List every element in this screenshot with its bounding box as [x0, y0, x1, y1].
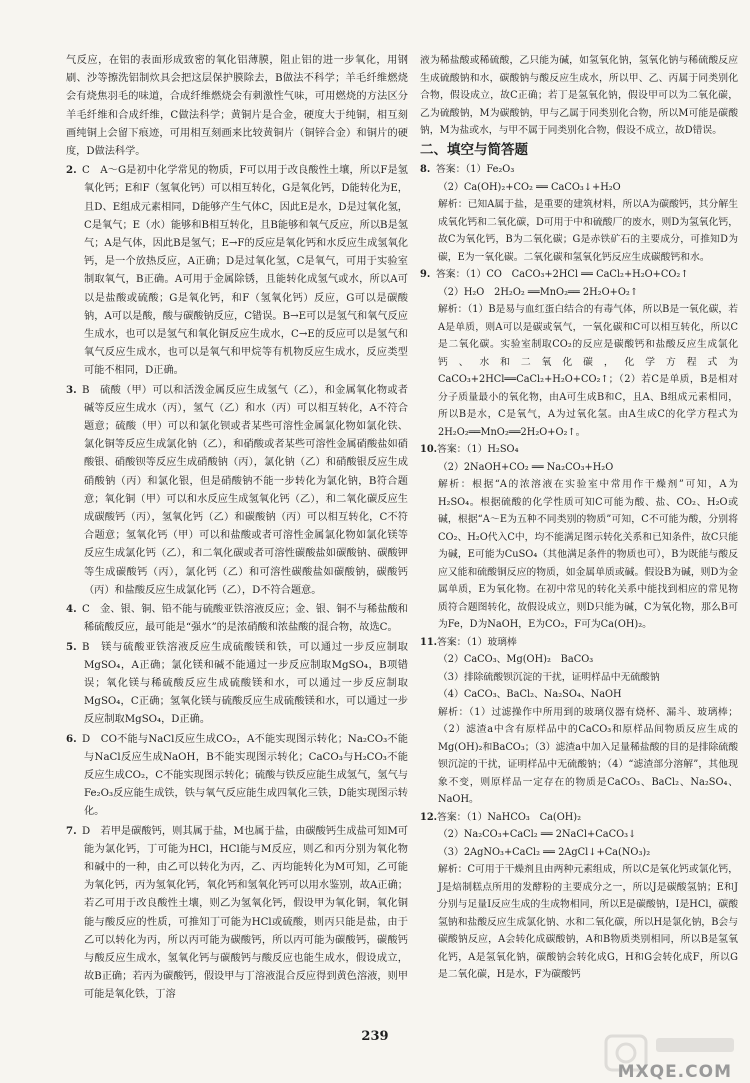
question-number: 7. [66, 824, 77, 837]
answer-line: （2）2NaOH+CO₂ ══ Na₂CO₃+H₂O [438, 461, 614, 473]
answer-line: （3）2AgNO₃+CaCl₂ ══ 2AgCl↓+Ca(NO₃)₂ [438, 846, 651, 858]
question-number: 6. [66, 732, 77, 745]
question-number: 10. [420, 444, 438, 455]
answer-line: （2）H₂O 2H₂O₂ ══MnO₂══ 2H₂O+O₂↑ [438, 286, 639, 298]
analysis-text: 解析：（1）过滤操作中所用到的玻璃仪器有烧杯、漏斗、玻璃棒；（2）滤渣a中含有原样品中的CaCO₃和原样品间物质反应生成的Mg(OH)₂和BaCO₃；（3）滤渣a中加入足量稀盐酸的目的是排除硫酸钡沉淀的干扰，证明样品中无硫酸钠；（4）“滤渣部分溶解”，其他现象不变，则原样品一定存在的物质是CaCO₃、BaCl₂、Na₂SO₄、NaOH。 [438, 706, 738, 805]
question-item [66, 822, 408, 1005]
answer-text: 答案：（1）玻璃棒 [437, 636, 517, 648]
answer-item [420, 809, 738, 984]
question-text: D CO不能与NaCl反应生成CO₂，A不能实现图示转化；Na₂CO₃不能与NaCl反应生成NaOH，B不能实现图示转化；CaCO₃与H₂CO₃不能反应生成CO₂，C不能实现图示转化；硫酸与铁反应能生成氢气，氢气与Fe₂O₃反应能生成铁，铁与氧气反应能生成四氧化三铁，D能实现图示转化。 [82, 733, 408, 818]
question-item [66, 638, 408, 730]
question-number: 5. [66, 640, 77, 653]
question-item [66, 381, 408, 600]
continued-analysis: 液为稀盐酸或稀硫酸，乙只能为碱，如氢氧化钠，氢氧化钠与稀硫酸反应生成硫酸钠和水，碳酸钠与酸反应生成水，所以甲、乙、丙属于同类别化合物，假设成立，故C正确；若丁是氢氧化钠，假设甲可以为二氧化碳，乙为硫酸钠，M为碳酸钠，甲与乙属于同类别化合物，所以M可能是碳酸钠，M为盐或水，与甲不属于同类别化合物，假设不成立，故D错误。 [420, 55, 738, 136]
question-number: 11. [420, 636, 438, 648]
question-text: D 若甲是碳酸钙，则其属于盐，M也属于盐，由碳酸钙生成盐可知M可能为氯化钙，丁可能为HCl，HCl能与M反应，则乙和丙分别为氧化物和碱中的一种，由乙可以转化为丙，乙、丙均能转化为M可知，乙可能为氧化钙，丙为氢氧化钙，氧化钙和氢氧化钙可以用水鉴别，故A正确；若乙可用于改良酸性土壤，则乙为氢氧化钙，假设甲为氧化铜，氧化铜能与酸反应的性质，可推知丁可能为HCl或硫酸，则丙只能是盐，由于乙可以转化为丙，所以丙可能为碳酸钙，所以丙可能为碳酸钙，碳酸钙与酸反应生成水，氢氧化钙与碳酸钙与酸反应也能生成水，假设成立，故B正确；若丙为碳酸钙，假设甲与丁溶液混合反应得到黄色溶液，则甲可能是氧化铁，丁溶 [82, 825, 408, 1001]
answer-line: （2）Na₂CO₃+CaCl₂ ══ 2NaCl+CaCO₃↓ [438, 829, 637, 840]
question-number: 12. [420, 811, 438, 823]
question-number: 3. [66, 383, 77, 396]
answer-line: （3）排除硫酸钡沉淀的干扰，证明样品中无硫酸钠 [438, 671, 660, 683]
question-number: 9. [420, 269, 431, 280]
analysis-text: 解析：根据“A的浓溶液在实验室中常用作干燥剂”可知，A为H₂SO₄。根据硫酸的化学性质可知C可能为酸、盐、CO₂、H₂O或碱，根据“A～E为五种不同类别的物质”可知，C不可能为酸，分别将CO₂、H₂O代入C中，均不能满足图示转化关系和已知条件，故C只能为碱，E可能为CuSO₄（其他满足条件的物质也可），B为既能与酸反应又能和硫酸铜反应的物质，如金属单质或碱。假设B为碱，则D为金属单质，E为氧化物。在初中常见的转化关系中能找到相应的常见物质符合题图转化，故假设成立，则D只能为碱，C为氧化物，那么B可为Fe，D为NaOH，E为CO₂，F可为Ca(OH)₂。 [438, 479, 738, 630]
answer-item [420, 161, 738, 266]
question-number: 4. [66, 603, 77, 616]
answer-heading [420, 161, 738, 179]
answer-text: 答案：（1）NaHCO₃ Ca(OH)₂ [437, 811, 582, 823]
analysis-text: 解析：（1）B是易与血红蛋白结合的有毒气体，所以B是一氧化碳，若A是单质，则A可以是碳或氧气，一氧化碳和C可以相互转化，所以C是二氧化碳。实验室制取CO₂的反应是碳酸钙和盐酸反应生成氯化钙、水和二氧化碳，化学方程式为CaCO₃+2HCl══CaCl₂+H₂O+CO₂↑；（2）若C是单质，B是相对分子质量最小的氧化物，由A可生成B和C，且A、B组成元素相同，所以B是水，C是氧气，A为过氧化氢。由A生成C的化学方程式为2H₂O₂══MnO₂══2H₂O+O₂↑。 [438, 304, 738, 438]
question-item [66, 730, 408, 822]
question-text: B 硫酸（甲）可以和活泼金属反应生成氢气（乙），和金属氧化物或者碱等反应生成水（丙），氢气（乙）和水（丙）可以相互转化，A不符合题意；硫酸（甲）可以和氯化钡或者某些可溶性金属氯化物如氯化铁、氯化铜等反应生成氯化钠（乙），和硝酸或者某些可溶性金属硝酸盐如硝酸银、硝酸钡等反应生成硝酸钠（丙），氯化钠（乙）和硝酸银反应生成硝酸钠（丙）和氯化银，但是硝酸钠不能一步转化为氯化钠，B符合题意；氧化铜（甲）可以和水反应生成氢氧化钙（乙），和二氧化碳反应生成碳酸钙（丙），氢氧化钙（乙）和碳酸钠（丙）可以相互转化，C不符合题意；氢氧化钙（甲）可以和盐酸或者可溶性金属氯化物如氯化镁等反应生成氯化钙（乙），和二氧化碳或者可溶性碳酸盐如碳酸钠、碳酸钾等生成碳酸钙（丙），氯化钙（乙）和可溶性碳酸盐如碳酸钠，碳酸钙（丙）和盐酸反应生成氯化钙（乙），D不符合题意。 [82, 384, 408, 596]
answer-item [420, 441, 738, 634]
question-number: 2. [66, 164, 77, 177]
right-column [420, 52, 738, 984]
question-text: B 镁与硫酸亚铁溶液反应生成硫酸镁和铁，可以通过一步反应制取MgSO₄，A正确；氯化镁和碱不能通过一步反应制取MgSO₄，B项错误；氧化镁与稀硫酸反应生成硫酸镁和水，可以通过一步反应制取MgSO₄，C正确；氢氧化镁与硫酸反应生成硫酸镁和水，可以通过一步反应制取MgSO₄，D正确。 [82, 641, 408, 726]
answer-heading [420, 809, 738, 827]
answer-text: 答案：（1）CO CaCO₃+2HCl ══ CaCl₂+H₂O+CO₂↑ [436, 269, 689, 280]
page-number: 239 [361, 1029, 389, 1044]
answer-item [420, 266, 738, 441]
answer-line: （2）Ca(OH)₂+CO₂ ══ CaCO₃↓+H₂O [438, 181, 621, 193]
answer-heading [420, 266, 738, 284]
question-number: 8. [420, 164, 431, 175]
answer-list [420, 161, 738, 984]
question-text: C 金、银、铜、铅不能与硫酸亚铁溶液反应；金、银、铜不与稀盐酸和稀硫酸反应，最可能是“强水”的是浓硝酸和浓盐酸的混合物，故选C。 [82, 604, 408, 634]
answer-line: （4）CaCO₃、BaCl₂、Na₂SO₄、NaOH [438, 689, 622, 700]
answer-line: （2）CaCO₃、Mg(OH)₂ BaCO₃ [438, 654, 594, 665]
analysis-text: 解析：C可用于干燥剂且由两种元素组成，所以C是氧化钙或氯化钙，J是焙制糕点所用的发酵粉的主要成分之一，所以J是碳酸氢钠；E和J分别与足量I反应生成的生成物相同，所以E是碳酸钠，I是HCl，碳酸氢钠和盐酸反应生成氯化钠、水和二氧化碳，所以H是氯化钠，B会与碳酸钠反应，A会转化成碳酸钠，A和B物质类别相同，所以B是氢氧化钙，A是氢氧化钠，碳酸钠会转化成G，H和G会转化成F，所以G是二氧化碳，H是水，F为碳酸钙 [438, 864, 738, 980]
answer-item [420, 634, 738, 809]
analysis-text: 解析：已知A属于盐，是重要的建筑材料，所以A为碳酸钙，其分解生成氧化钙和二氧化碳，D可用于中和硫酸厂的废水，则D为氢氧化钙，故C为氧化钙，B为二氧化碳；G是赤铁矿石的主要成分，可推知D为碳，E为一氧化碳。二氧化碳和氢氧化钙反应生成碳酸钙和水。 [438, 199, 738, 263]
section-title: 二、填空与简答题 [420, 141, 528, 158]
question-item [66, 161, 408, 380]
answer-heading [420, 634, 738, 652]
answer-text: 答案：（1）Fe₂O₃ [436, 164, 515, 175]
question-item [66, 600, 408, 637]
left-column [66, 52, 408, 1005]
answer-heading [420, 441, 738, 459]
watermark-text: MXQE.COM [617, 1062, 732, 1082]
answer-text: 答案：（1）H₂SO₄ [437, 444, 519, 455]
question-text: C A～G是初中化学常见的物质，F可以用于改良酸性土壤，所以F是氢氧化钙；E和F（氢氧化钙）可以相互转化，G是氧化钙，D能转化为E，且D、E组成元素相同，D能够产生气体C，因此E是水，D是过氧化氢，C是氧气；E（水）能够和B相互转化，且B能够和氧气反应，所以B是氢气；A是气体，因此B是氢气；E→F的反应是氧化钙和水反应生成氢氧化钙，是一个放热反应，A正确；D是过氧化氢，C是氧气，可用于实验室制取氧气，B正确。A可用于金属除锈，且能转化成氢气或水，所以A可以是盐酸或硫酸；G是氧化钙，和F（氢氧化钙）反应，G可以是碳酸钠，A可以是酸，酸与碳酸钠反应，C错误。B→E可以是氢气和氧气反应生成水，也可以是氢气和氧化铜反应生成水，C→E的反应可以是氢气和氧气反应生成水，也可以是氧气和甲烷等有机物反应生成水，反应类型可能不相同，D正确。 [82, 165, 408, 377]
analysis-paragraph: 气反应，在铝的表面形成致密的氧化铝薄膜，阻止铝的进一步氧化，用钢刷、沙等擦洗铝制炊具会把这层保护膜除去，B做法不科学；羊毛纤维燃烧会有烧焦羽毛的味道，合成纤维燃烧会有刺激性气味，可用燃烧的方法区分羊毛纤维和合成纤维，C做法科学；黄铜片是合金，硬度大于纯铜，相互刻画纯铜上会留下痕迹，可用相互刻画来比较黄铜片（铜锌合金）和铜片的硬度，D做法科学。 [66, 55, 408, 158]
